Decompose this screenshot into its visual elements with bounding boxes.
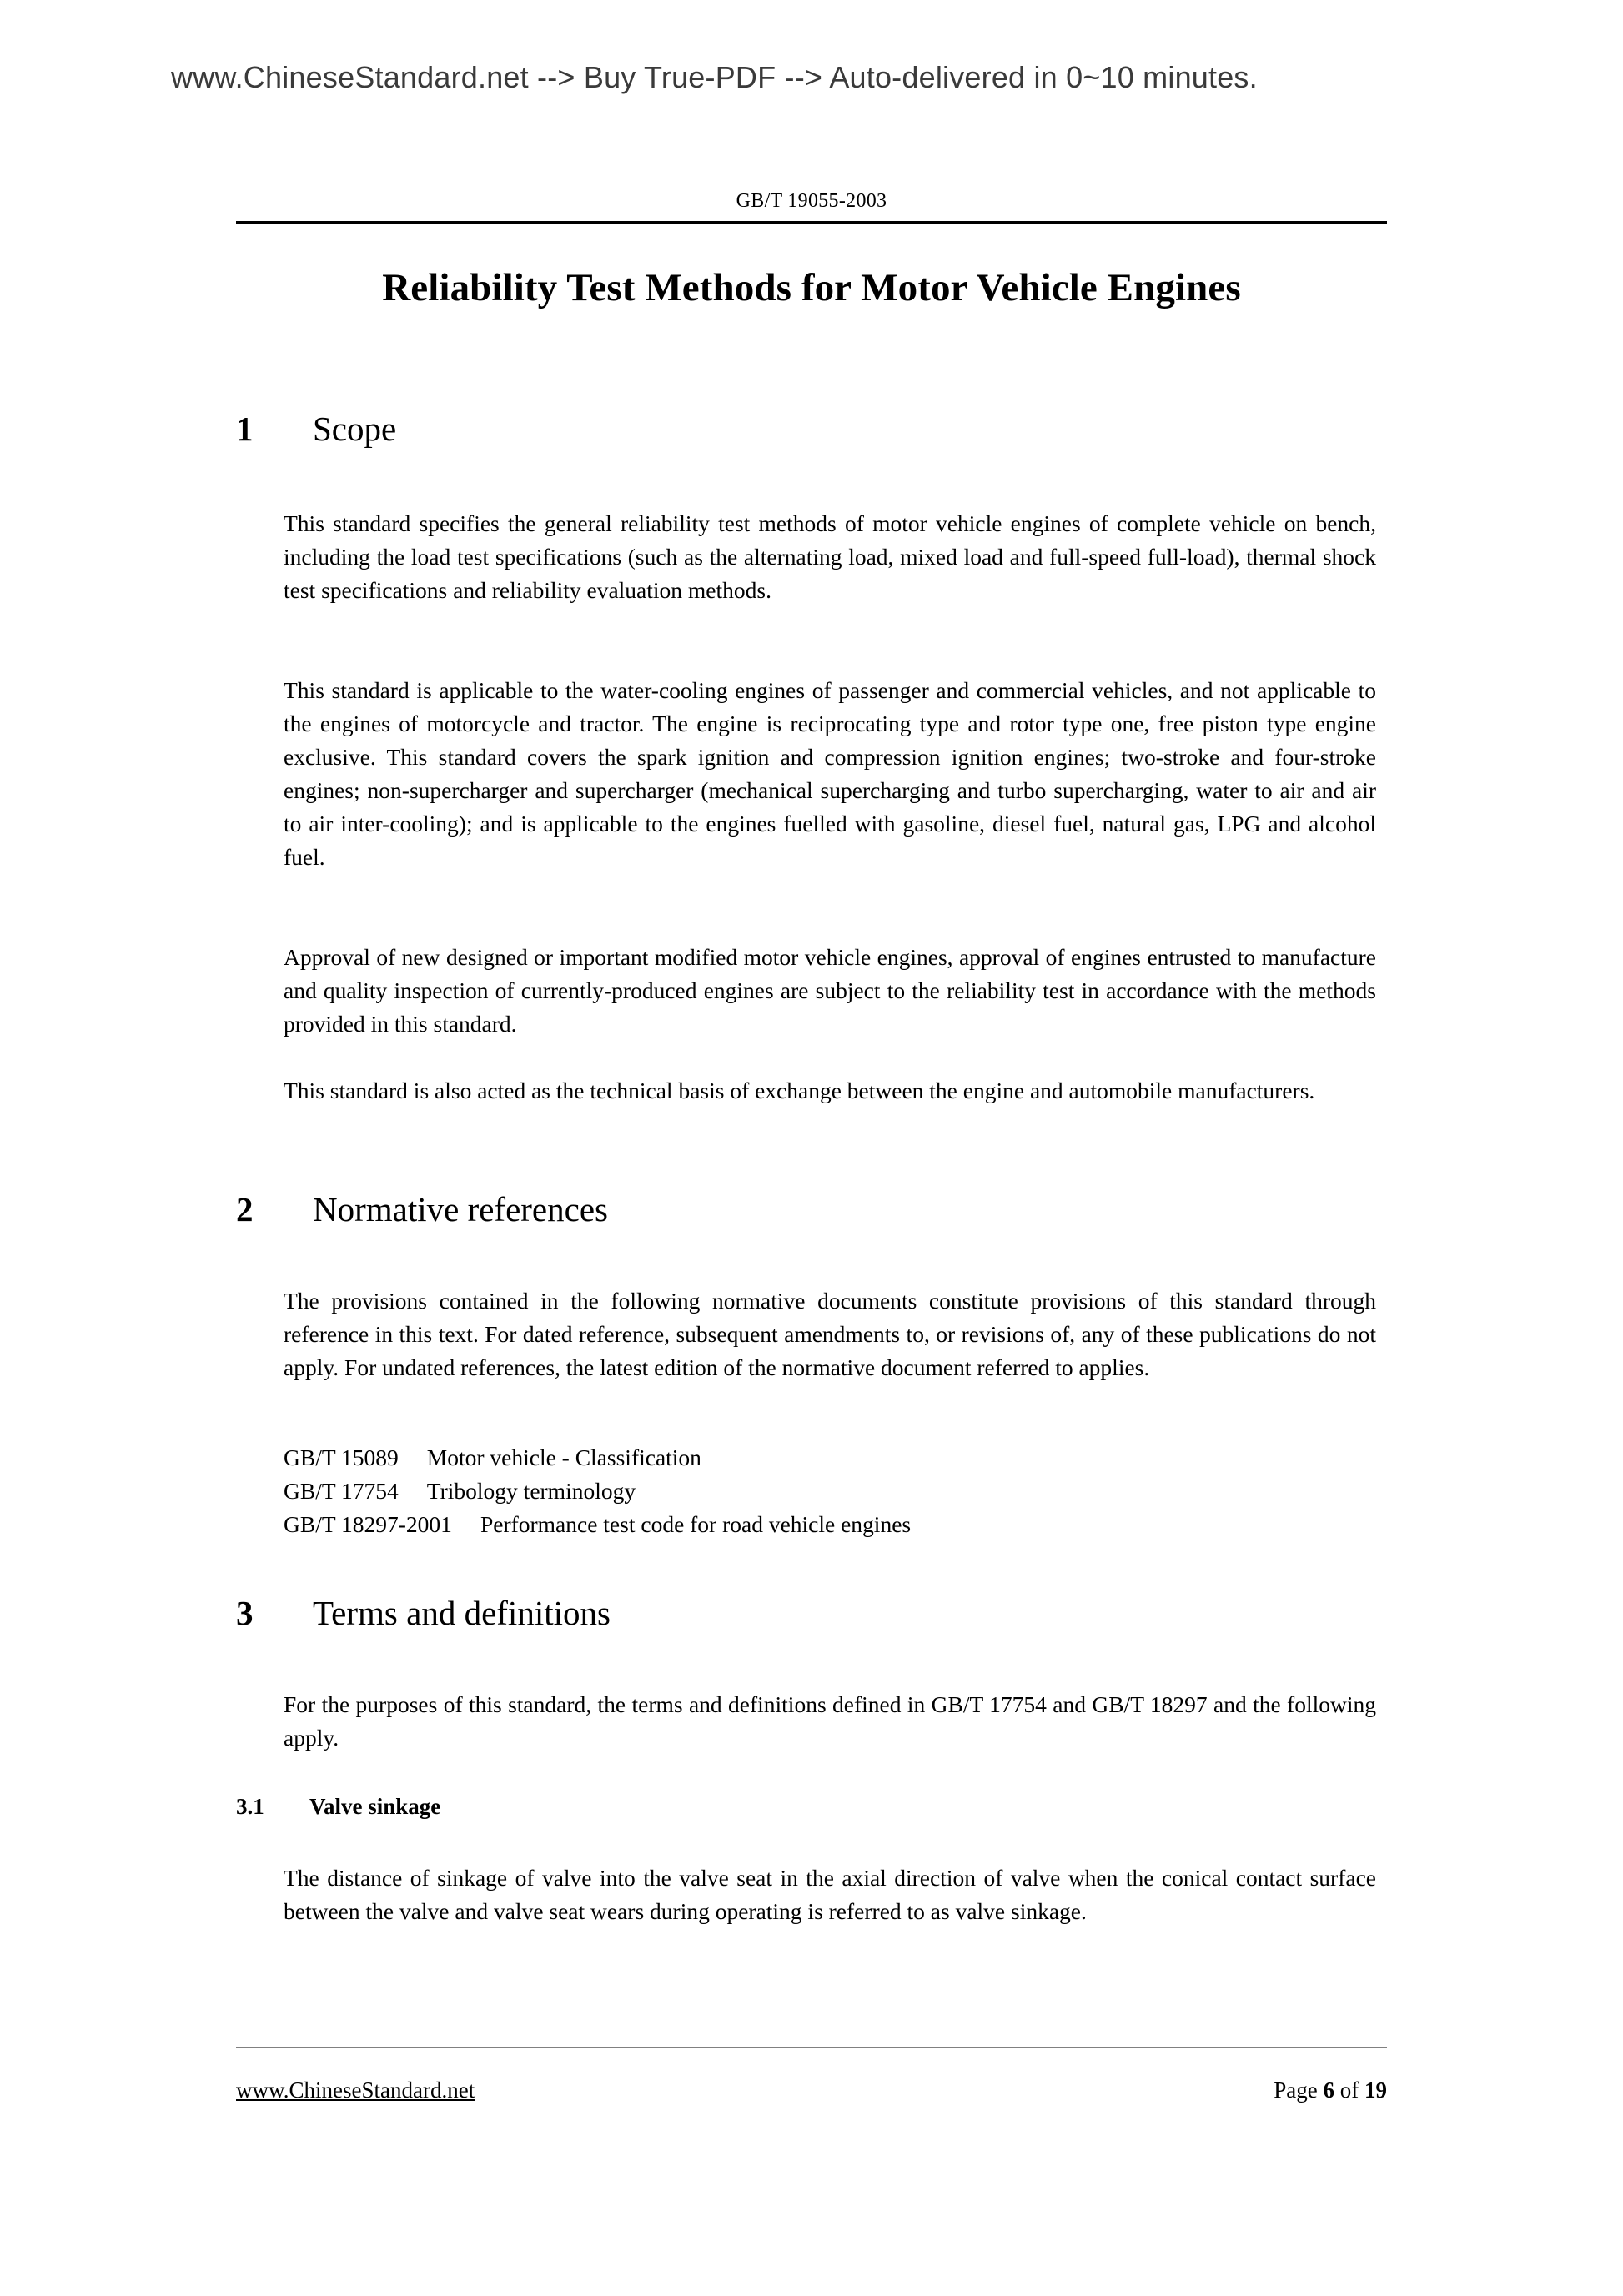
paragraph-scope-1: This standard specifies the general reliability test methods of motor vehicle engines of complete vehicle on bench, including the load test specifications (such as the alternating load, mixed load and full-speed full-load), thermal shock test specifications and reliability evaluation methods. [284, 510, 1376, 603]
section-heading-scope [236, 410, 1387, 448]
page-title: Reliability Test Methods for Motor Vehicle Engines [382, 266, 1241, 309]
section-number: 2 [236, 1190, 254, 1228]
footer-page-prefix: Page [1274, 2077, 1318, 2103]
footer-page-of: of [1339, 2077, 1359, 2103]
footer-total-pages: 19 [1364, 2077, 1387, 2103]
reference-code: GB/T 18297-2001 [284, 1511, 452, 1537]
reference-title: Performance test code for road vehicle engines [480, 1511, 912, 1537]
page-footer [236, 2077, 1387, 2103]
footer-page-number [1274, 2077, 1387, 2103]
subsection-heading-valve-sinkage [236, 1795, 1387, 1820]
promo-banner: www.ChineseStandard.net --> Buy True-PDF --> Auto-delivered in 0~10 minutes. [171, 60, 1258, 94]
list-item [284, 1475, 1376, 1508]
footer-site-link[interactable]: www.ChineseStandard.net [236, 2077, 475, 2103]
header-rule [236, 221, 1387, 224]
paragraph-scope-2: This standard is applicable to the water-cooling engines of passenger and commercial vehicles, and not applicable to the engines of motorcycle and tractor. The engine is reciprocating type and rotor type one, free piston type engine exclusive. This standard covers the spark ignition and compression ignition engines; two-stroke and four-stroke engines; non-supercharger and supercharger (mechanical supercharging and turbo supercharging, water to air and air to air inter-cooling); and is applicable to the engines fuelled with gasoline, diesel fuel, natural gas, LPG and alcohol fuel. [284, 677, 1376, 870]
footer-current-page: 6 [1323, 2077, 1334, 2103]
reference-title: Tribology terminology [426, 1478, 636, 1504]
section-title: Terms and definitions [313, 1594, 611, 1632]
section-title: Scope [313, 409, 397, 448]
normative-reference-list [284, 1441, 1376, 1541]
paragraph-valve-sinkage-1: The distance of sinkage of valve into the valve seat in the axial direction of valve when the conical contact surface between the valve and valve seat wears during operating is referred to as valve sinkage. [284, 1865, 1376, 1924]
subsection-title: Valve sinkage [309, 1794, 441, 1819]
reference-title: Motor vehicle - Classification [426, 1444, 701, 1470]
section-number: 3 [236, 1594, 254, 1632]
section-heading-terms-and-definitions [236, 1595, 1387, 1632]
list-item [284, 1441, 1376, 1475]
list-item [284, 1508, 1376, 1541]
reference-code: GB/T 15089 [284, 1444, 399, 1470]
footer-rule [236, 2047, 1387, 2048]
section-heading-normative-references [236, 1191, 1387, 1228]
paragraph-scope-4: This standard is also acted as the technical basis of exchange between the engine and automobile manufacturers. [284, 1078, 1315, 1103]
subsection-number: 3.1 [236, 1794, 264, 1819]
running-head: GB/T 19055-2003 [736, 190, 887, 212]
section-title: Normative references [313, 1190, 608, 1228]
paragraph-terms-1: For the purposes of this standard, the terms and definitions defined in GB/T 17754 and GB/T 18297 and the following apply. [284, 1691, 1376, 1751]
paragraph-scope-3: Approval of new designed or important modified motor vehicle engines, approval of engines entrusted to manufacture and quality inspection of currently-produced engines are subject to the reliability test in accordance with the methods provided in this standard. [284, 944, 1376, 1037]
section-number: 1 [236, 409, 254, 448]
reference-code: GB/T 17754 [284, 1478, 399, 1504]
paragraph-normative-1: The provisions contained in the following normative documents constitute provisions of this standard through reference in this text. For dated reference, subsequent amendments to, or revisions of, any of these publications do not apply. For undated references, the latest edition of the normative document referred to applies. [284, 1288, 1376, 1380]
